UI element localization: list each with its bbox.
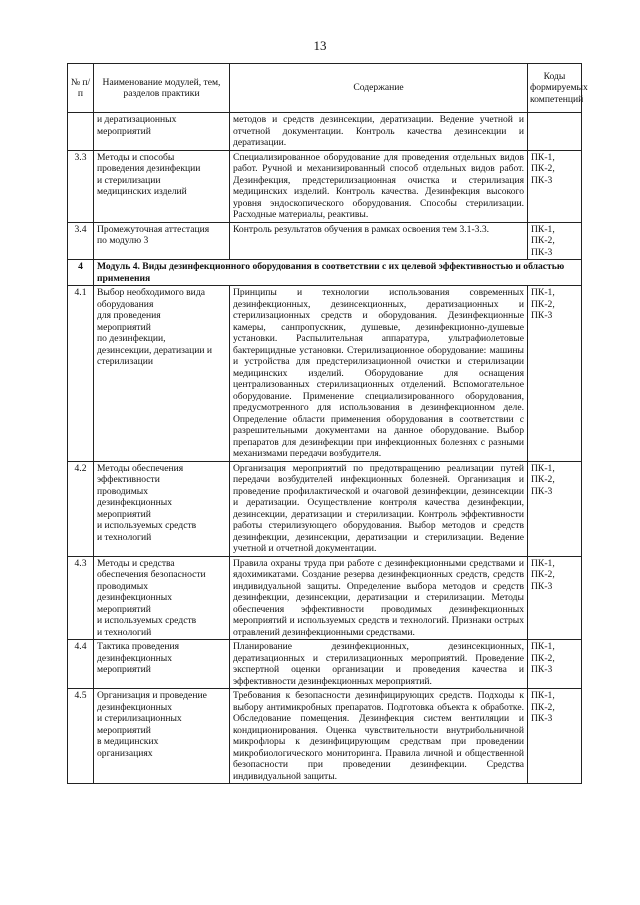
module-row <box>68 260 582 286</box>
cell-name: Методы обеспечения эффективности проводимых дезинфекционных мероприятий и используемых средств и технологий <box>94 461 230 556</box>
cell-num: 4.4 <box>68 640 94 689</box>
page-number: 13 <box>313 38 327 53</box>
cell-num: 4.2 <box>68 461 94 556</box>
cell-num: 4.3 <box>68 556 94 640</box>
header-codes: Коды формируемых компетенций <box>528 64 582 113</box>
cell-content: Контроль результатов обучения в рамках освоения тем 3.1-3.3. <box>230 222 528 260</box>
table-row <box>68 689 582 784</box>
cell-codes <box>528 113 582 151</box>
table-row <box>68 222 582 260</box>
table-row <box>68 150 582 222</box>
cell-num <box>68 113 94 151</box>
module-title: Модуль 4. Виды дезинфекционного оборудования в соответствии с их целевой эффективностью и областью применения <box>94 260 582 286</box>
cell-name: Тактика проведения дезинфекционных мероприятий <box>94 640 230 689</box>
cell-content: Правила охраны труда при работе с дезинфекционными средствами и ядохимикатами. Создание резерва дезинфекционных средств, средств индивидуальной защиты. Определение выбора методов и средств дезинфекции, дезинсекции, дератизации и стерилизации. Методы обеспечения эффективности проводимых дезинфекционных мероприятий и используемых средств и технологий. Признаки острых отравлений дезинфекционными средствами. <box>230 556 528 640</box>
cell-codes: ПК-1, ПК-2, ПК-3 <box>528 689 582 784</box>
cell-codes: ПК-1, ПК-2, ПК-3 <box>528 556 582 640</box>
cell-num: 3.3 <box>68 150 94 222</box>
curriculum-table <box>67 63 588 784</box>
cell-name: Организация и проведение дезинфекционных и стерилизационных мероприятий в медицинских организациях <box>94 689 230 784</box>
cell-content: Организация мероприятий по предотвращению реализации путей передачи возбудителей инфекционных болезней. Организация и проведение профилактической и очаговой дезинфекции, дезинсекции и дератизации. Осуществление контроля качества дезинфекции, дезинсекции, дератизации и стерилизации. Контроль эффективности работы стерилизующего оборудования. Выбор методов и средств дезинфекции, дезинсекции, дератизации и стерилизации. Ведение учетной и отчетной документации. <box>230 461 528 556</box>
cell-name: и дератизационных мероприятий <box>94 113 230 151</box>
cell-name: Методы и способы проведения дезинфекции и стерилизации медицинских изделий <box>94 150 230 222</box>
table-row <box>68 286 582 462</box>
header-num: № п/п <box>68 64 94 113</box>
cell-name: Методы и средства обеспечения безопасности проводимых дезинфекционных мероприятий и используемых средств и технологий <box>94 556 230 640</box>
cell-content: Планирование дезинфекционных, дезинсекционных, дератизационных и стерилизационных мероприятий. Проведение экспертной оценки организации и проведения качества и эффективности дезинфекционных мероприятий. <box>230 640 528 689</box>
cell-name: Выбор необходимого вида оборудования для проведения мероприятий по дезинфекции, дезинсекции, дератизации и стерилизации <box>94 286 230 462</box>
table-header-row <box>68 64 582 113</box>
cell-num: 4.1 <box>68 286 94 462</box>
cell-codes: ПК-1, ПК-2, ПК-3 <box>528 286 582 462</box>
cell-codes: ПК-1, ПК-2, ПК-3 <box>528 640 582 689</box>
header-content: Содержание <box>230 64 528 113</box>
cell-codes: ПК-1, ПК-2, ПК-3 <box>528 222 582 260</box>
cell-name: Промежуточная аттестация по модулю 3 <box>94 222 230 260</box>
cell-content: Принципы и технологии использования современных дезинфекционных, дезинсекционных, дератизационных и стерилизационных средств и оборудования. Дезинфекционные камеры, санпропускник, душевые, дезинфекционно-душевые установки. Распылительная аппаратура, ультрафиолетовые бактерицидные установки. Стерилизационное оборудование: машины и устройства для предстерилизационной очистки и стерилизации медицинских изделий. Оборудование для оснащения централизованных стерилизационных отделений. Вспомогательное оборудование. Применение специализированного оборудования, предусмотренного для использования в дезинфекционном деле. Определение области применения оборудования в соответствии с разрешительными документами на данное оборудование. Выбор препаратов для дезинфекции при инфекционных болезнях с разными механизмами передачи возбудителя. <box>230 286 528 462</box>
table-row <box>68 556 582 640</box>
cell-content: методов и средств дезинсекции, дератизации. Ведение учетной и отчетной документации. Контроль качества дезинсекции и дератизации. <box>230 113 528 151</box>
table-row-continuation <box>68 113 582 151</box>
table-row <box>68 461 582 556</box>
header-name: Наименование модулей, тем, разделов практики <box>94 64 230 113</box>
cell-content: Специализированное оборудование для проведения отдельных видов работ. Ручной и механизированный способ отдельных видов работ. Дезинфекция, предстерилизационная очистка и стерилизация медицинских изделий. Контроль качества. Дезинфекция высокого уровня эндоскопического оборудования. Способы стерилизации. Расходные материалы, реактивы. <box>230 150 528 222</box>
cell-codes: ПК-1, ПК-2, ПК-3 <box>528 461 582 556</box>
cell-codes: ПК-1, ПК-2, ПК-3 <box>528 150 582 222</box>
cell-content: Требования к безопасности дезинфицирующих средств. Подходы к выбору антимикробных препаратов. Подготовка объекта к обработке. Обследование помещения. Дезинфекция систем вентиляции и кондиционирования. Оценка чувствительности внутрибольничной микрофлоры к дезинфицирующим средствам при проведении микробиологического мониторинга. Правила личной и общественной безопасности при проведении дезинфекции. Средства индивидуальной защиты. <box>230 689 528 784</box>
cell-num: 3.4 <box>68 222 94 260</box>
table-row <box>68 640 582 689</box>
module-num: 4 <box>68 260 94 286</box>
cell-num: 4.5 <box>68 689 94 784</box>
